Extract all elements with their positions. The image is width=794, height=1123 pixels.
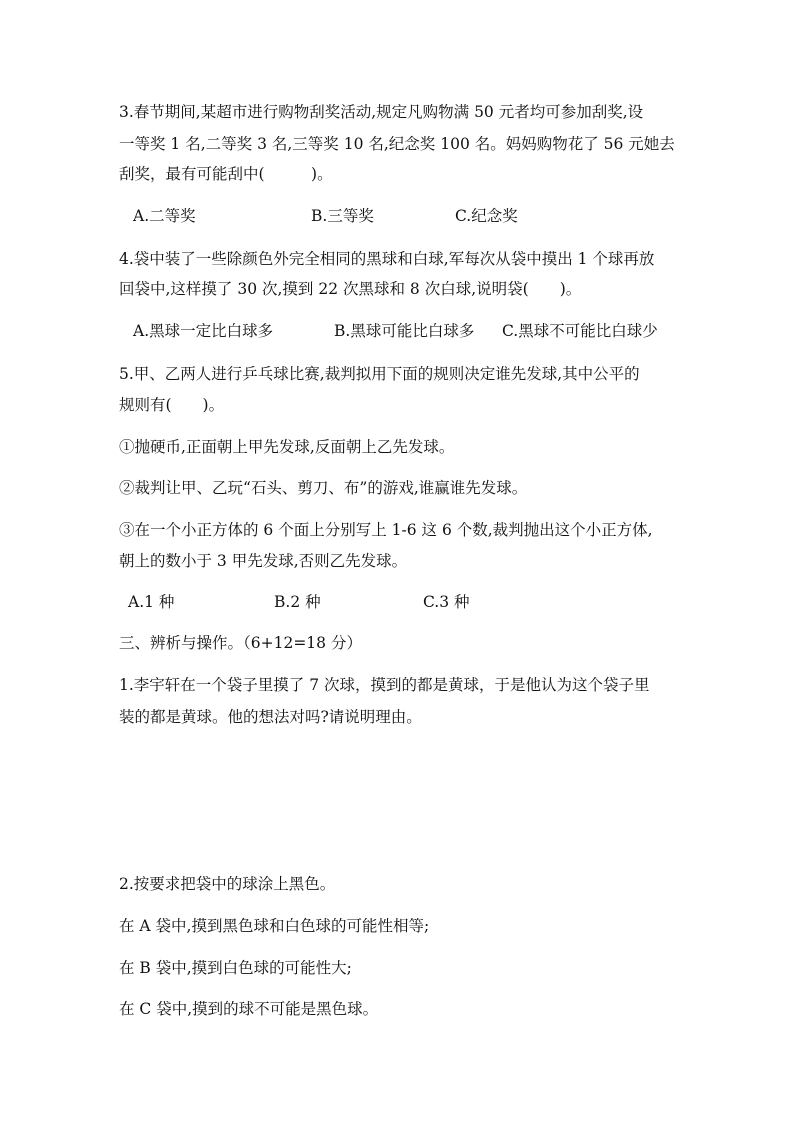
q3-option-a: A.二等奖 — [133, 207, 196, 225]
q3-line-3: 刮奖，最有可能刮中( )。 — [119, 165, 333, 183]
q5-option-a: A.1 种 — [128, 593, 175, 611]
q5-rule-1: ①抛硬币,正面朝上甲先发球,反面朝上乙先发球。 — [119, 438, 455, 456]
q5-rule-3-line-2: 朝上的数小于 3 甲先发球,否则乙先发球。 — [119, 552, 408, 570]
problem-1-line-2: 装的都是黄球。他的想法对吗?请说明理由。 — [119, 708, 422, 726]
q5-option-c: C.3 种 — [423, 593, 470, 611]
q4-line-1: 4.袋中装了一些除颜色外完全相同的黑球和白球,军每次从袋中摸出 1 个球再放 — [119, 250, 655, 268]
q4-option-a: A.黑球一定比白球多 — [133, 322, 274, 340]
q4-option-b: B.黑球可能比白球多 — [334, 322, 475, 340]
problem-1-line-1: 1.李宇轩在一个袋子里摸了 7 次球，摸到的都是黄球，于是他认为这个袋子里 — [119, 676, 650, 694]
q5-option-b: B.2 种 — [274, 593, 321, 611]
section-3-heading: 三、辨析与操作。（6+12=18 分） — [119, 634, 362, 652]
q3-option-c: C.纪念奖 — [455, 207, 518, 225]
q5-rule-3-line-1: ③在一个小正方体的 6 个面上分别写上 1-6 这 6 个数,裁判抛出这个小正方体, — [119, 521, 653, 539]
problem-2-bag-a: 在 A 袋中,摸到黑色球和白色球的可能性相等; — [119, 917, 430, 935]
problem-2-bag-c: 在 C 袋中,摸到的球不可能是黑色球。 — [119, 1000, 379, 1018]
q3-line-2: 一等奖 1 名,二等奖 3 名,三等奖 10 名,纪念奖 100 名。妈妈购物花了 56 元她去 — [119, 135, 675, 153]
q4-line-2: 回袋中,这样摸了 30 次,摸到 22 次黑球和 8 次白球,说明袋( )。 — [119, 280, 582, 298]
problem-2-title: 2.按要求把袋中的球涂上黑色。 — [119, 875, 336, 893]
q5-line-1: 5.甲、乙两人进行乒乓球比赛,裁判拟用下面的规则决定谁先发球,其中公平的 — [119, 365, 640, 383]
problem-2-bag-b: 在 B 袋中,摸到白色球的可能性大; — [119, 959, 352, 977]
q3-option-b: B.三等奖 — [311, 207, 374, 225]
q4-option-c: C.黑球不可能比白球少 — [502, 322, 658, 340]
q5-rule-2: ②裁判让甲、乙玩“石头、剪刀、布”的游戏,谁赢谁先发球。 — [119, 479, 528, 497]
q3-line-1: 3.春节期间,某超市进行购物刮奖活动,规定凡购物满 50 元者均可参加刮奖,设 — [119, 103, 644, 121]
q5-line-2: 规则有( )。 — [119, 396, 225, 414]
